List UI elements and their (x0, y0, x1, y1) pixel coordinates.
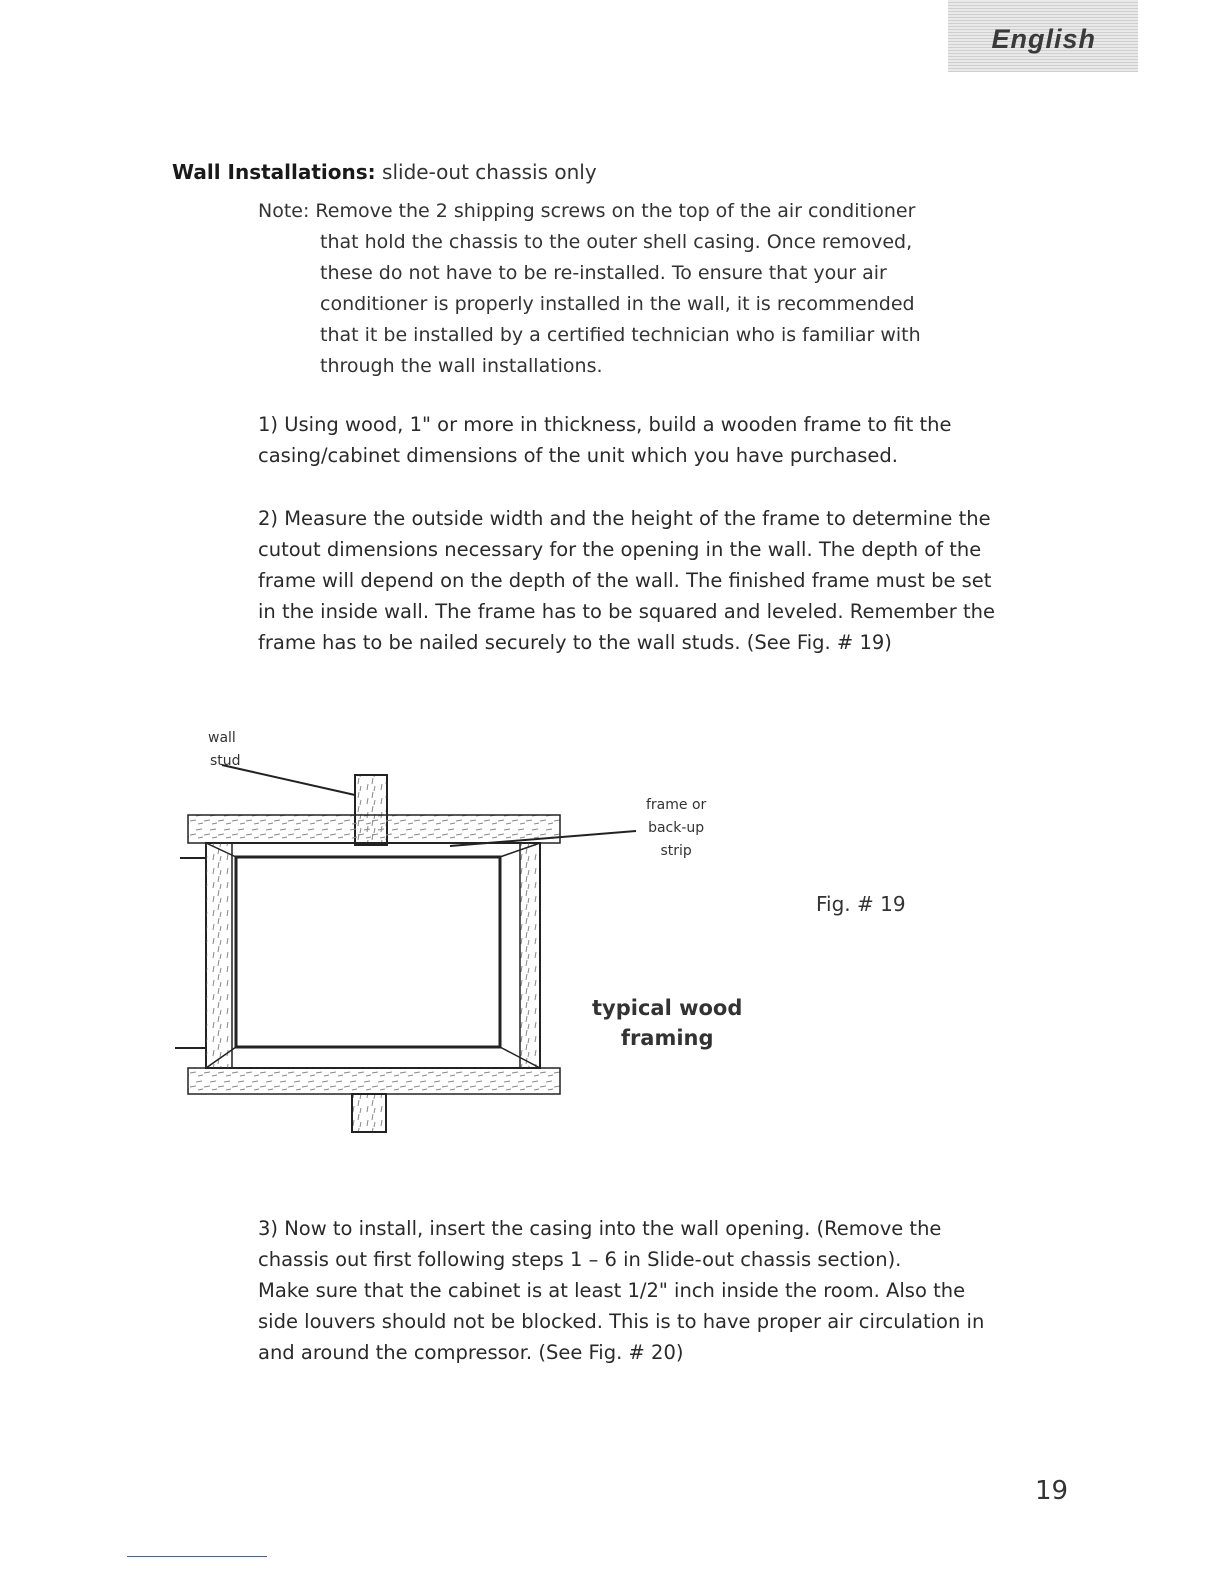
step-line: and around the compressor. (See Fig. # 20) (258, 1341, 684, 1364)
step-line: Make sure that the cabinet is at least 1/2" inch inside the room. Also the (258, 1279, 966, 1302)
section-heading-rest: slide-out chassis only (382, 160, 597, 184)
step-line: 1) Using wood, 1" or more in thickness, build a wooden frame to fit the (258, 413, 952, 436)
note-line: conditioner is properly installed in the wall, it is recommended (320, 293, 915, 315)
step-line: chassis out first following steps 1 – 6 in Slide-out chassis section). (258, 1248, 902, 1271)
note-line: that hold the chassis to the outer shell casing. Once removed, (320, 231, 913, 253)
section-heading-bold: Wall Installations: (172, 160, 376, 184)
step-line: frame has to be nailed securely to the wall studs. (See Fig. # 19) (258, 631, 892, 654)
step-line: 2) Measure the outside width and the height of the frame to determine the (258, 507, 991, 530)
step-line: frame will depend on the depth of the wall. The finished frame must be set (258, 569, 992, 592)
note-line: Note: Remove the 2 shipping screws on the top of the air conditioner (258, 200, 916, 222)
step-line: in the inside wall. The frame has to be squared and leveled. Remember the (258, 600, 996, 623)
wood-framing-diagram (0, 700, 1224, 1170)
figure-caption: typical wood framing (592, 996, 743, 1050)
stud-leader (222, 765, 355, 795)
footer-rule (127, 1556, 267, 1557)
note-line: these do not have to be re-installed. To ensure that your air (320, 262, 887, 284)
note-line: through the wall installations. (320, 355, 603, 377)
section-heading (172, 160, 597, 184)
sill-board (188, 1068, 560, 1094)
note-line: that it be installed by a certified technician who is familiar with (320, 324, 921, 346)
language-tab (948, 0, 1138, 72)
frame-opening (236, 857, 500, 1047)
figure-number: Fig. # 19 (816, 892, 906, 916)
label-frame: frame or back-up strip (646, 797, 707, 859)
note-block (258, 196, 978, 382)
step-line: casing/cabinet dimensions of the unit which you have purchased. (258, 444, 898, 467)
label-stud: stud (210, 753, 241, 769)
step-2 (258, 503, 998, 658)
step-line: cutout dimensions necessary for the opening in the wall. The depth of the (258, 538, 982, 561)
page-number: 19 (1035, 1476, 1069, 1506)
step-1 (258, 409, 998, 471)
step-3 (258, 1213, 998, 1368)
step-line: 3) Now to install, insert the casing into the wall opening. (Remove the (258, 1217, 942, 1240)
header-board (188, 815, 560, 843)
label-wall: wall (208, 730, 236, 746)
language-tab-label: English (991, 24, 1096, 54)
figure-19 (0, 700, 1224, 1170)
step-line: side louvers should not be blocked. This is to have proper air circulation in (258, 1310, 985, 1333)
stud-bottom (352, 1094, 386, 1132)
